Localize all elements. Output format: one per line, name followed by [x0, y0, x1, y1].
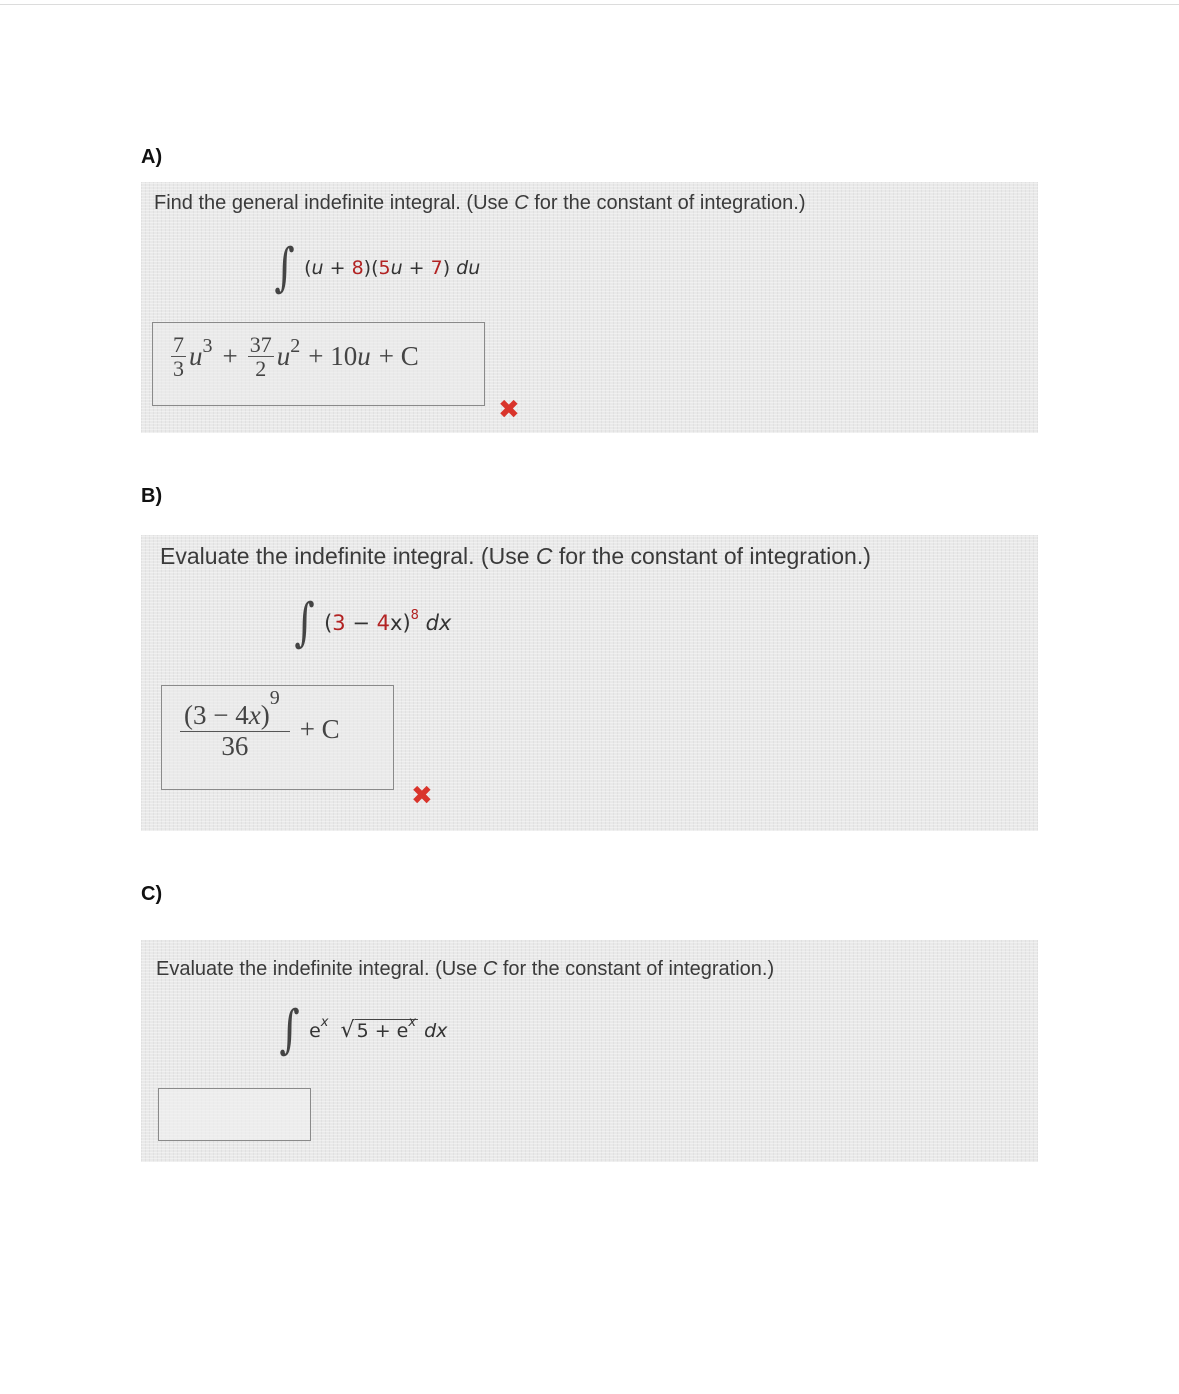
section-a-label: A): [141, 146, 163, 168]
answer-c-field[interactable]: [158, 1088, 311, 1141]
answer-a-expression: $\frac{7}{3}$ u $^3$ + $\frac{37}{2}$ u $^2$ + 10 u + C: [173, 332, 419, 382]
question-b-integrand: $(3 - 4x)^8$ dx: [324, 608, 452, 635]
answer-a-fraction-2: $\frac{37}{2}$: [249, 332, 272, 382]
section-b-label: B): [141, 485, 163, 507]
question-c-integral: [276, 1000, 448, 1060]
answer-a-fraction-1: $\frac{7}{3}$: [173, 332, 184, 382]
section-c-label: C): [141, 883, 163, 905]
answer-b-expression: $\frac{(3 - 4x)^9}{36}$ + C: [180, 698, 340, 761]
question-a-panel: [141, 182, 1038, 433]
question-c-prompt: Evaluate the indefinite integral. (Use C for the constant of integration.): [156, 958, 775, 980]
radicand: $5 + e^x$: [356, 1015, 417, 1042]
question-c-panel: [141, 940, 1038, 1162]
question-a-prompt: Find the general indefinite integral. (Use C for the constant of integration.): [154, 192, 806, 214]
answer-a-field[interactable]: [152, 322, 485, 406]
incorrect-x-icon: ✖: [498, 395, 520, 425]
answer-b-fraction: $\frac{(3 - 4x)^9}{36}$: [180, 698, 290, 761]
top-divider: [0, 4, 1179, 5]
integral-sign-icon: ∫: [274, 238, 295, 298]
integral-sign-icon: ∫: [279, 1000, 300, 1060]
question-b-panel: [141, 535, 1038, 831]
question-b-prompt: Evaluate the indefinite integral. (Use C for the constant of integration.): [160, 543, 871, 569]
square-root-icon: √: [340, 1017, 355, 1043]
incorrect-x-icon: ✖: [411, 781, 433, 811]
question-a-integrand: (u + 8)(5u + 7) du: [304, 257, 481, 279]
question-c-integrand: $e^x$ √ $5 + e^x$ dx: [309, 1015, 448, 1043]
integral-sign-icon: ∫: [294, 593, 315, 653]
question-a-integral: [271, 238, 481, 298]
question-b-integral: [291, 593, 452, 653]
answer-b-field[interactable]: [161, 685, 394, 790]
